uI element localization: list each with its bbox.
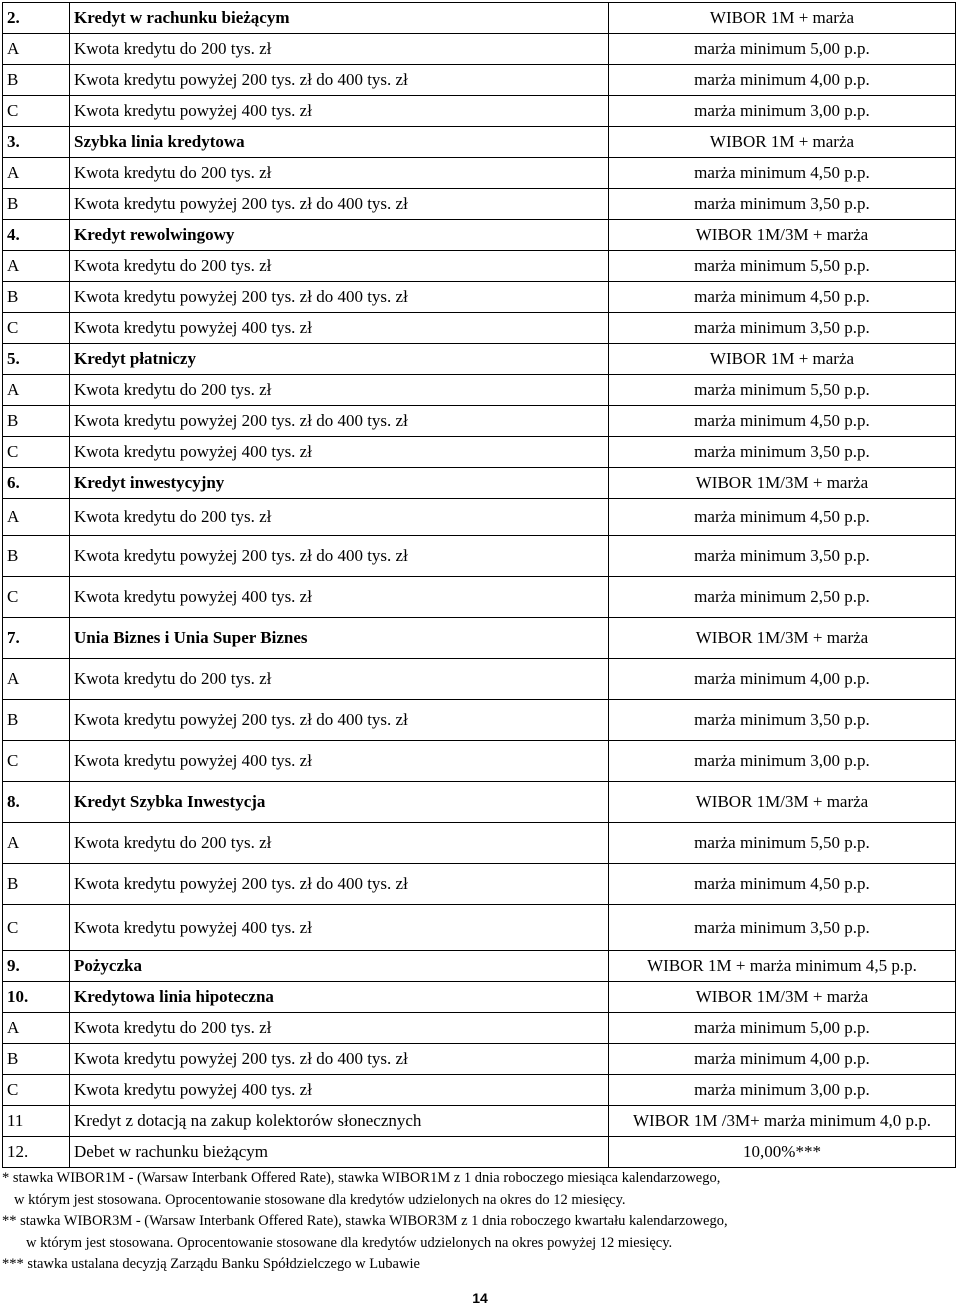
table-row: [3, 1075, 956, 1106]
table-row: [3, 905, 956, 951]
table-section-row: [3, 468, 956, 499]
table-row: [3, 1137, 956, 1168]
row-code: A: [3, 34, 70, 65]
row-code: 8.: [3, 782, 70, 823]
table-section-row: [3, 618, 956, 659]
row-rate: marża minimum 5,50 p.p.: [609, 823, 956, 864]
row-code: 12.: [3, 1137, 70, 1168]
table-row: [3, 158, 956, 189]
row-description: Kredyt w rachunku bieżącym: [70, 3, 609, 34]
row-code: A: [3, 659, 70, 700]
footnote-wibor3m-cont: w którym jest stosowana. Oprocentowanie stosowane dla kredytów udzielonych na okres powyżej 12 miesięcy.: [26, 1234, 673, 1251]
table-row: [3, 34, 956, 65]
row-code: 5.: [3, 344, 70, 375]
row-rate: marża minimum 4,00 p.p.: [609, 659, 956, 700]
table-row: [3, 282, 956, 313]
table-row: [3, 1106, 956, 1137]
row-description: Kredyt płatniczy: [70, 344, 609, 375]
row-description: Kwota kredytu powyżej 400 tys. zł: [70, 741, 609, 782]
table-section-row: [3, 127, 956, 158]
table-row: [3, 437, 956, 468]
row-description: Kwota kredytu do 200 tys. zł: [70, 158, 609, 189]
row-description: Kwota kredytu powyżej 200 tys. zł do 400 tys. zł: [70, 700, 609, 741]
row-rate: WIBOR 1M + marża: [609, 344, 956, 375]
row-description: Kredyt inwestycyjny: [70, 468, 609, 499]
row-code: B: [3, 700, 70, 741]
table-row: [3, 65, 956, 96]
table-row: [3, 96, 956, 127]
table-section-row: [3, 982, 956, 1013]
row-code: B: [3, 65, 70, 96]
table-row: [3, 499, 956, 536]
row-code: C: [3, 313, 70, 344]
row-description: Kwota kredytu powyżej 400 tys. zł: [70, 1075, 609, 1106]
row-rate: marża minimum 4,00 p.p.: [609, 65, 956, 96]
row-description: Kwota kredytu powyżej 400 tys. zł: [70, 313, 609, 344]
row-code: C: [3, 577, 70, 618]
row-rate: marża minimum 3,50 p.p.: [609, 700, 956, 741]
row-rate: marża minimum 4,00 p.p.: [609, 1044, 956, 1075]
footnotes: [2, 1168, 956, 1276]
row-code: B: [3, 189, 70, 220]
row-rate: marża minimum 2,50 p.p.: [609, 577, 956, 618]
row-code: A: [3, 1013, 70, 1044]
row-code: 11: [3, 1106, 70, 1137]
row-rate: marża minimum 3,50 p.p.: [609, 536, 956, 577]
row-rate: marża minimum 3,50 p.p.: [609, 437, 956, 468]
row-description: Unia Biznes i Unia Super Biznes: [70, 618, 609, 659]
table-section-row: [3, 220, 956, 251]
table-body: [3, 3, 956, 1168]
row-description: Kredyt Szybka Inwestycja: [70, 782, 609, 823]
row-code: 6.: [3, 468, 70, 499]
footnote-wibor3m: ** stawka WIBOR3M - (Warsaw Interbank Offered Rate), stawka WIBOR3M z 1 dnia roboczego kwartału kalendarzowego,: [2, 1213, 728, 1229]
table-row: [3, 864, 956, 905]
row-rate: WIBOR 1M/3M + marża: [609, 982, 956, 1013]
row-description: Kwota kredytu powyżej 400 tys. zł: [70, 437, 609, 468]
row-description: Szybka linia kredytowa: [70, 127, 609, 158]
table-row: [3, 700, 956, 741]
row-code: C: [3, 741, 70, 782]
footnote-wibor1m-cont: w którym jest stosowana. Oprocentowanie stosowane dla kredytów udzielonych na okres do 12 miesięcy.: [14, 1191, 626, 1208]
table-row: [3, 741, 956, 782]
row-code: A: [3, 158, 70, 189]
row-description: Kwota kredytu powyżej 200 tys. zł do 400 tys. zł: [70, 1044, 609, 1075]
table-row: [3, 375, 956, 406]
row-description: Kredyt rewolwingowy: [70, 220, 609, 251]
row-code: B: [3, 536, 70, 577]
row-code: C: [3, 96, 70, 127]
row-code: B: [3, 282, 70, 313]
row-rate: WIBOR 1M/3M + marża: [609, 220, 956, 251]
row-code: A: [3, 823, 70, 864]
footnote-wibor1m: * stawka WIBOR1M - (Warsaw Interbank Offered Rate), stawka WIBOR1M z 1 dnia roboczego miesiąca kalendarzowego,: [2, 1170, 721, 1186]
row-rate: WIBOR 1M + marża: [609, 3, 956, 34]
row-rate: WIBOR 1M/3M + marża: [609, 618, 956, 659]
row-code: A: [3, 499, 70, 536]
row-rate: WIBOR 1M /3M+ marża minimum 4,0 p.p.: [609, 1106, 956, 1137]
row-rate: marża minimum 3,00 p.p.: [609, 741, 956, 782]
row-code: 3.: [3, 127, 70, 158]
row-rate: WIBOR 1M + marża: [609, 127, 956, 158]
row-rate: WIBOR 1M/3M + marża: [609, 782, 956, 823]
row-rate: marża minimum 4,50 p.p.: [609, 406, 956, 437]
row-description: Kwota kredytu powyżej 200 tys. zł do 400 tys. zł: [70, 864, 609, 905]
row-code: C: [3, 437, 70, 468]
row-description: Kwota kredytu do 200 tys. zł: [70, 499, 609, 536]
row-description: Kredyt z dotacją na zakup kolektorów słonecznych: [70, 1106, 609, 1137]
row-description: Kwota kredytu do 200 tys. zł: [70, 823, 609, 864]
table-row: [3, 406, 956, 437]
row-rate: marża minimum 3,00 p.p.: [609, 1075, 956, 1106]
row-description: Debet w rachunku bieżącym: [70, 1137, 609, 1168]
row-rate: marża minimum 5,50 p.p.: [609, 375, 956, 406]
table-row: [3, 1013, 956, 1044]
row-description: Kwota kredytu powyżej 400 tys. zł: [70, 96, 609, 127]
row-description: Kwota kredytu powyżej 200 tys. zł do 400 tys. zł: [70, 536, 609, 577]
row-description: Kwota kredytu do 200 tys. zł: [70, 34, 609, 65]
table-section-row: [3, 344, 956, 375]
row-rate: WIBOR 1M/3M + marża: [609, 468, 956, 499]
row-rate: marża minimum 5,00 p.p.: [609, 1013, 956, 1044]
row-code: B: [3, 864, 70, 905]
table-row: [3, 1044, 956, 1075]
row-description: Kwota kredytu powyżej 200 tys. zł do 400 tys. zł: [70, 65, 609, 96]
row-description: Kwota kredytu powyżej 400 tys. zł: [70, 577, 609, 618]
table-row: [3, 577, 956, 618]
row-rate: marża minimum 5,00 p.p.: [609, 34, 956, 65]
row-rate: marża minimum 3,00 p.p.: [609, 96, 956, 127]
row-rate: 10,00%***: [609, 1137, 956, 1168]
row-rate: marża minimum 4,50 p.p.: [609, 282, 956, 313]
row-description: Kwota kredytu do 200 tys. zł: [70, 375, 609, 406]
table-row: [3, 536, 956, 577]
row-description: Kwota kredytu powyżej 400 tys. zł: [70, 905, 609, 951]
page-number: 14: [472, 1290, 488, 1306]
row-description: Kwota kredytu do 200 tys. zł: [70, 1013, 609, 1044]
row-code: B: [3, 1044, 70, 1075]
row-rate: marża minimum 5,50 p.p.: [609, 251, 956, 282]
row-description: Kwota kredytu do 200 tys. zł: [70, 251, 609, 282]
row-description: Kwota kredytu powyżej 200 tys. zł do 400 tys. zł: [70, 406, 609, 437]
row-code: C: [3, 1075, 70, 1106]
row-code: B: [3, 406, 70, 437]
row-code: 10.: [3, 982, 70, 1013]
row-description: Kredytowa linia hipoteczna: [70, 982, 609, 1013]
row-description: Kwota kredytu powyżej 200 tys. zł do 400 tys. zł: [70, 282, 609, 313]
interest-rate-table: [2, 2, 956, 1168]
row-code: 7.: [3, 618, 70, 659]
row-rate: marża minimum 3,50 p.p.: [609, 189, 956, 220]
row-rate: marża minimum 3,50 p.p.: [609, 313, 956, 344]
row-code: 9.: [3, 951, 70, 982]
row-code: A: [3, 375, 70, 406]
row-code: 2.: [3, 3, 70, 34]
footnote-board-rate: *** stawka ustalana decyzją Zarządu Banku Spółdzielczego w Lubawie: [2, 1256, 420, 1272]
table-row: [3, 823, 956, 864]
row-description: Kwota kredytu powyżej 200 tys. zł do 400 tys. zł: [70, 189, 609, 220]
row-rate: marża minimum 3,50 p.p.: [609, 905, 956, 951]
table-row: [3, 189, 956, 220]
table-row: [3, 313, 956, 344]
row-code: A: [3, 251, 70, 282]
table-row: [3, 251, 956, 282]
row-description: Pożyczka: [70, 951, 609, 982]
row-rate: marża minimum 4,50 p.p.: [609, 864, 956, 905]
row-rate: WIBOR 1M + marża minimum 4,5 p.p.: [609, 951, 956, 982]
row-rate: marża minimum 4,50 p.p.: [609, 158, 956, 189]
row-code: C: [3, 905, 70, 951]
row-description: Kwota kredytu do 200 tys. zł: [70, 659, 609, 700]
table-section-row: [3, 951, 956, 982]
table-row: [3, 659, 956, 700]
row-rate: marża minimum 4,50 p.p.: [609, 499, 956, 536]
row-code: 4.: [3, 220, 70, 251]
table-section-row: [3, 3, 956, 34]
table-section-row: [3, 782, 956, 823]
